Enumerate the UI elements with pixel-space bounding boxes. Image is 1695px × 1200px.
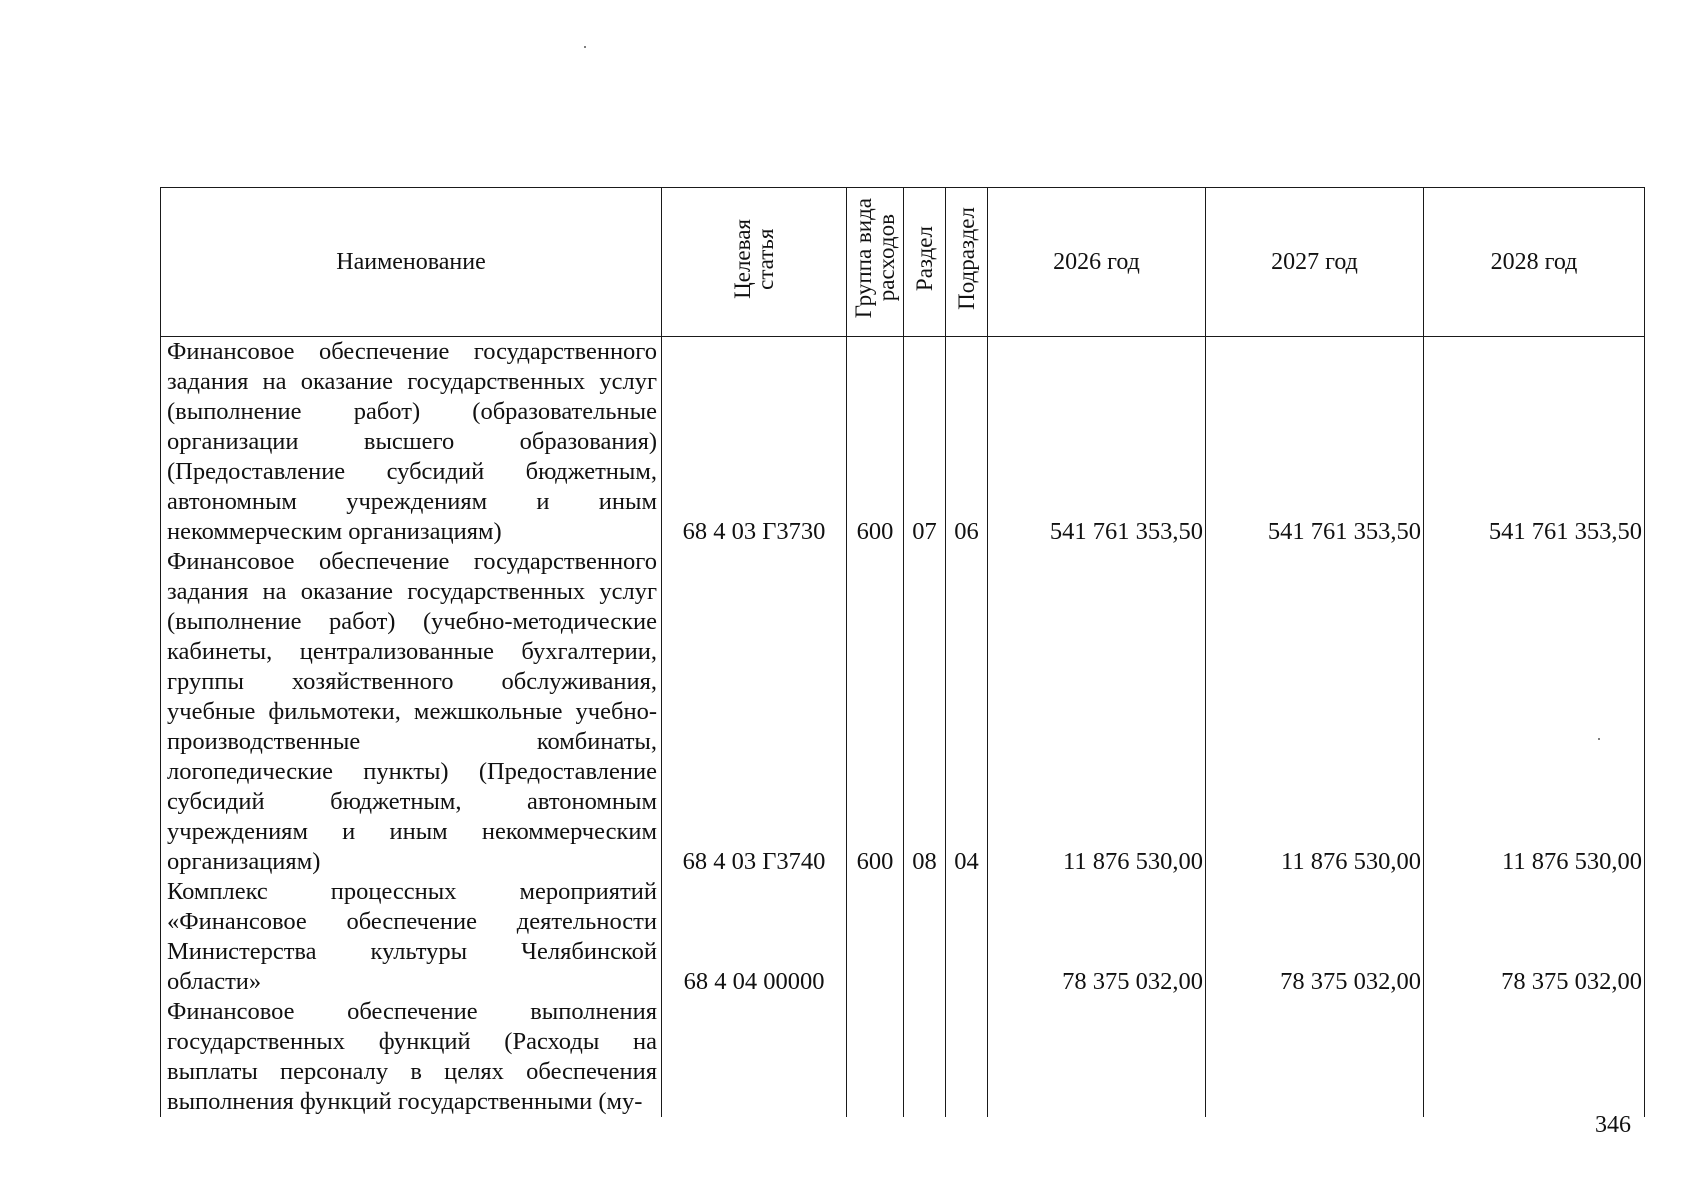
row-amount-2026: 78 375 032,00	[988, 877, 1206, 997]
row-amount-2028: 11 876 530,00	[1424, 547, 1645, 877]
table-header-row	[161, 188, 1645, 337]
row-section: 08	[904, 547, 946, 877]
header-expense-group: Группа вида расходов	[847, 188, 904, 337]
row-target-article	[662, 997, 847, 1117]
row-name: Финансовое обеспечение выполнения государственных функций (Расходы на выплаты персоналу в целях обеспечения выполнения функций государственными (му-	[161, 997, 662, 1117]
header-subsection: Подраздел	[946, 188, 988, 337]
budget-table	[160, 187, 1645, 1117]
row-amount-2028	[1424, 997, 1645, 1117]
row-amount-2028: 541 761 353,50	[1424, 337, 1645, 548]
row-expense-group	[847, 997, 904, 1117]
header-section: Раздел	[904, 188, 946, 337]
scan-speck	[1598, 738, 1600, 740]
row-amount-2026	[988, 997, 1206, 1117]
row-name: Финансовое обеспечение государственного задания на оказание государственных услуг (выполнение работ) (образовательные организации высшего образования) (Предоставление субсидий бюджетным, автономным учреждениям и иным некоммерческим организациям)	[161, 337, 662, 548]
row-expense-group: 600	[847, 547, 904, 877]
header-target-article: Целевая статья	[662, 188, 847, 337]
row-expense-group	[847, 877, 904, 997]
row-subsection	[946, 877, 988, 997]
row-target-article: 68 4 03 Г3730	[662, 337, 847, 548]
header-year-2027: 2027 год	[1206, 188, 1424, 337]
table-row	[161, 547, 1645, 877]
table-row	[161, 877, 1645, 997]
table-row	[161, 337, 1645, 548]
row-expense-group: 600	[847, 337, 904, 548]
row-name: Комплекс процессных мероприятий «Финансовое обеспечение деятельности Министерства культуры Челябинской области»	[161, 877, 662, 997]
row-target-article: 68 4 04 00000	[662, 877, 847, 997]
header-name: Наименование	[161, 188, 662, 337]
row-amount-2027	[1206, 997, 1424, 1117]
row-name: Финансовое обеспечение государственного задания на оказание государственных услуг (выполнение работ) (учебно-методические кабинеты, централизованные бухгалтерии, группы хозяйственного обслуживания, учебные фильмотеки, межшкольные учебно-производственные комбинаты, логопедические пункты) (Предоставление субсидий бюджетным, автономным учреждениям и иным некоммерческим организациям)	[161, 547, 662, 877]
row-subsection: 04	[946, 547, 988, 877]
row-subsection: 06	[946, 337, 988, 548]
header-year-2026: 2026 год	[988, 188, 1206, 337]
row-section	[904, 997, 946, 1117]
row-section: 07	[904, 337, 946, 548]
header-year-2028: 2028 год	[1424, 188, 1645, 337]
page-number: 346	[1595, 1112, 1631, 1138]
row-section	[904, 877, 946, 997]
row-amount-2028: 78 375 032,00	[1424, 877, 1645, 997]
row-amount-2027: 78 375 032,00	[1206, 877, 1424, 997]
row-amount-2027: 541 761 353,50	[1206, 337, 1424, 548]
row-amount-2027: 11 876 530,00	[1206, 547, 1424, 877]
row-amount-2026: 541 761 353,50	[988, 337, 1206, 548]
scan-speck	[584, 46, 586, 48]
row-target-article: 68 4 03 Г3740	[662, 547, 847, 877]
row-amount-2026: 11 876 530,00	[988, 547, 1206, 877]
table-row	[161, 997, 1645, 1117]
row-subsection	[946, 997, 988, 1117]
